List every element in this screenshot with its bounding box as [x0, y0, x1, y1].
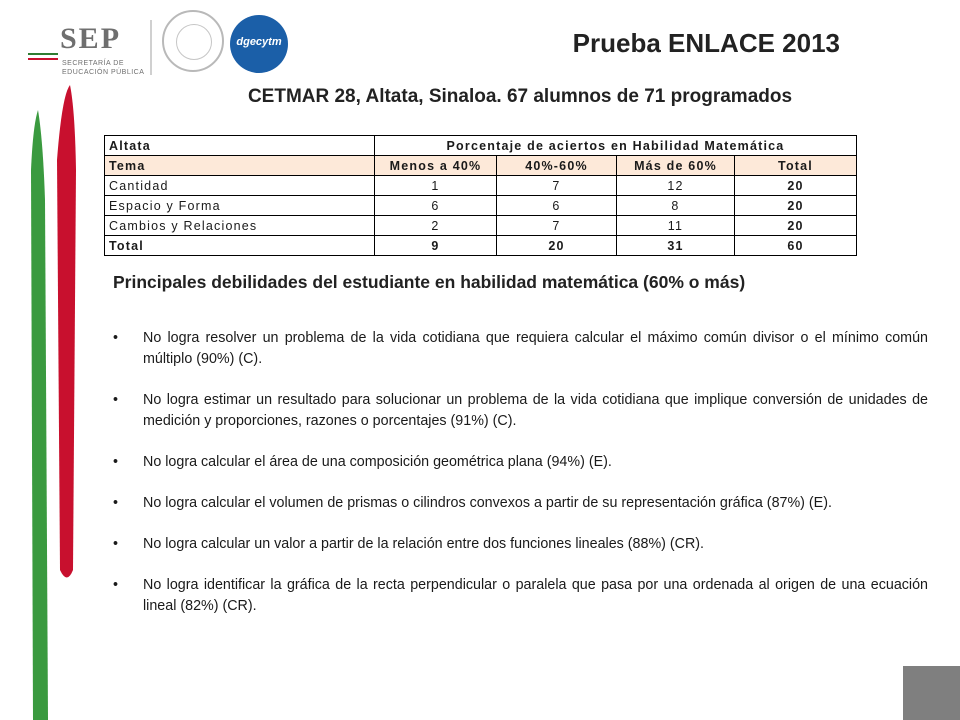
- sep-logo-red-bar: [28, 58, 58, 60]
- sep-logo: [20, 20, 145, 80]
- table-cell-mas60: 8: [617, 196, 735, 216]
- table-cell-total: 20: [735, 176, 857, 196]
- page-title: Prueba ENLACE 2013: [572, 28, 840, 58]
- decorative-stripes: [0, 0, 100, 720]
- table-total-menos40: 9: [375, 236, 497, 256]
- list-item-text: No logra calcular un valor a partir de la relación entre dos funciones lineales (88%) (CR).: [143, 536, 705, 552]
- list-item: [113, 390, 928, 432]
- table-cell-menos40: 6: [375, 196, 497, 216]
- table-cell-tema: Espacio y Forma: [105, 196, 375, 216]
- table-row: [105, 216, 857, 236]
- bullet-icon: •: [113, 392, 119, 408]
- table-header-row: [105, 156, 857, 176]
- bullet-icon: •: [113, 536, 119, 552]
- table-total-40-60: 20: [497, 236, 617, 256]
- table-header-tema: Tema: [105, 156, 375, 176]
- weakness-list: [113, 328, 928, 617]
- table-header-total: Total: [735, 156, 857, 176]
- sep-logo-green-bar: [28, 53, 58, 55]
- table-total-row: [105, 236, 857, 256]
- table-cell-40-60: 7: [497, 176, 617, 196]
- table-corner-label: Altata: [105, 136, 375, 156]
- table-header-mas60: Más de 60%: [617, 156, 735, 176]
- results-table: [104, 135, 857, 256]
- dgecytm-logo: [230, 15, 288, 73]
- list-item: [113, 493, 928, 514]
- bullet-icon: •: [113, 454, 119, 470]
- bullet-icon: •: [113, 577, 119, 593]
- page-subtitle: CETMAR 28, Altata, Sinaloa. 67 alumnos de 71 programados: [247, 86, 793, 107]
- bullet-icon: •: [113, 330, 119, 346]
- corner-decoration: [903, 666, 960, 720]
- table-group-header: Porcentaje de aciertos en Habilidad Matemática: [375, 136, 857, 156]
- table-cell-tema: Cambios y Relaciones: [105, 216, 375, 236]
- table-cell-mas60: 11: [617, 216, 735, 236]
- list-item: [113, 534, 928, 555]
- list-item-text: No logra resolver un problema de la vida cotidiana que requiera calcular el máximo común divisor o el mínimo común múltiplo (90%) (C).: [143, 330, 928, 367]
- national-seal-inner: [176, 24, 212, 60]
- red-stripe: [57, 85, 76, 578]
- table-total-mas60: 31: [617, 236, 735, 256]
- table-cell-40-60: 7: [497, 216, 617, 236]
- green-stripe: [31, 110, 48, 720]
- dgecytm-logo-text: dgecytm: [236, 36, 282, 48]
- table-cell-menos40: 2: [375, 216, 497, 236]
- table-total-total: 60: [735, 236, 857, 256]
- list-item-text: No logra calcular el volumen de prismas o cilindros convexos a partir de su representación gráfica (87%) (E).: [143, 495, 832, 511]
- table-header-40-60: 40%-60%: [497, 156, 617, 176]
- logo-divider: [150, 20, 152, 75]
- sep-logo-text: SEP: [60, 22, 122, 55]
- table-header-menos40: Menos a 40%: [375, 156, 497, 176]
- sep-logo-line2: EDUCACIÓN PÚBLICA: [62, 69, 145, 76]
- list-item: [113, 575, 928, 617]
- bullet-icon: •: [113, 495, 119, 511]
- table-cell-total: 20: [735, 196, 857, 216]
- sep-logo-line1: SECRETARÍA DE: [62, 60, 124, 67]
- table-row: [105, 196, 857, 216]
- list-item-text: No logra identificar la gráfica de la recta perpendicular o paralela que pasa por una ordenada al origen de una ecuación lineal (82%) (CR).: [143, 577, 928, 614]
- table-cell-mas60: 12: [617, 176, 735, 196]
- table-cell-menos40: 1: [375, 176, 497, 196]
- table-cell-tema: Cantidad: [105, 176, 375, 196]
- table-cell-40-60: 6: [497, 196, 617, 216]
- table-top-row: [105, 136, 857, 156]
- table-total-label: Total: [105, 236, 375, 256]
- list-item-text: No logra calcular el área de una composición geométrica plana (94%) (E).: [143, 454, 612, 470]
- list-item-text: No logra estimar un resultado para solucionar un problema de la vida cotidiana que implique conversión de unidades de medición y proporciones, razones o porcentajes (91%) (C).: [143, 392, 928, 429]
- table-cell-total: 20: [735, 216, 857, 236]
- section-heading: Principales debilidades del estudiante en habilidad matemática (60% o más): [113, 272, 746, 292]
- table-row: [105, 176, 857, 196]
- list-item: [113, 452, 928, 473]
- list-item: [113, 328, 928, 370]
- national-seal-icon: [162, 10, 224, 72]
